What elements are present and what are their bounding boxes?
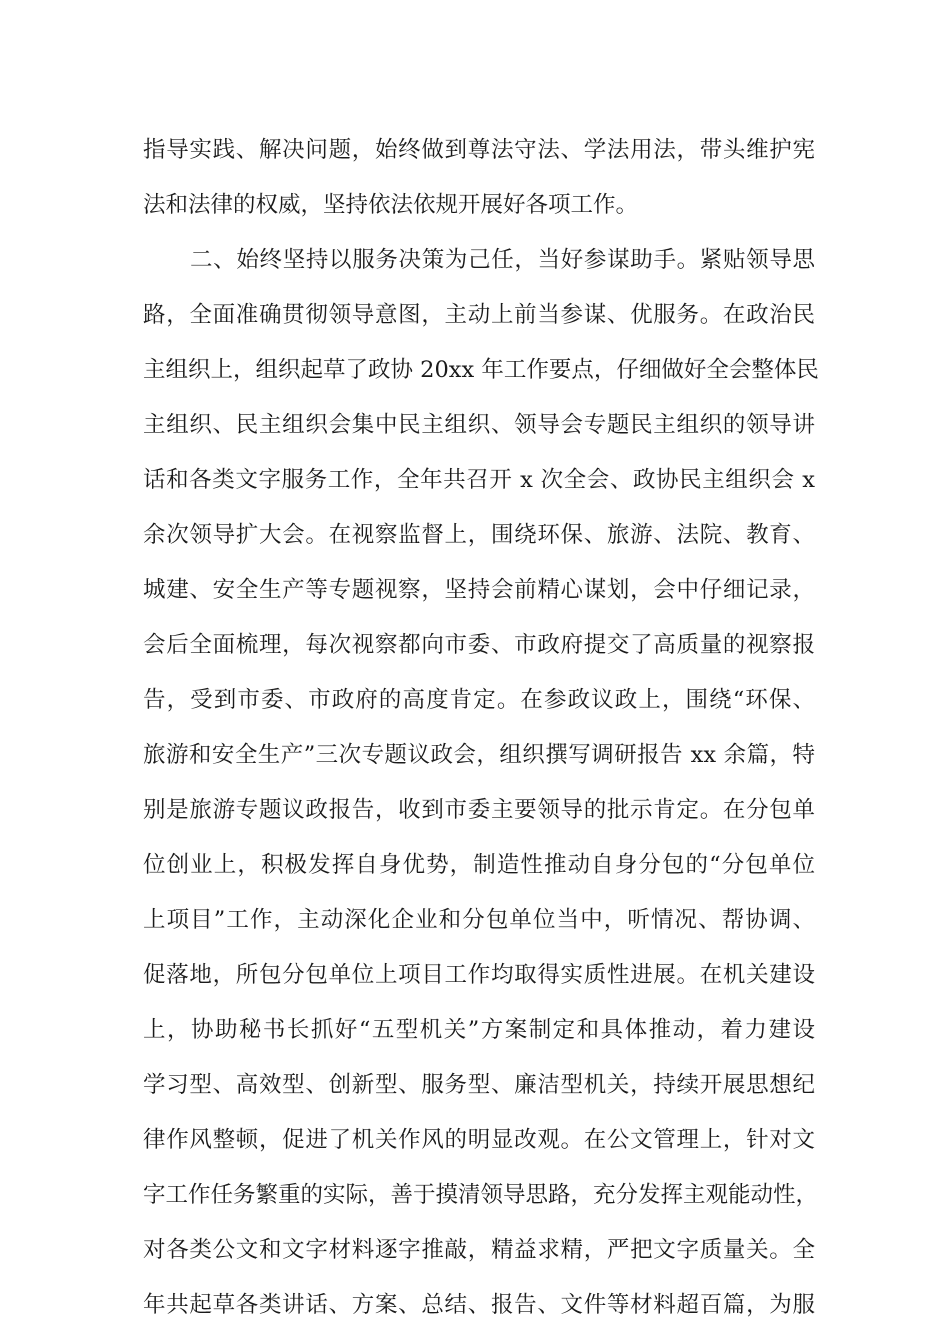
paragraph-line: 学习型、高效型、创新型、服务型、廉洁型机关，持续开展思想纪 (143, 1072, 815, 1098)
paragraph-line: 告，受到市委、市政府的高度肯定。在参政议政上，围绕“环保、 (143, 687, 815, 713)
paragraph-line: 对各类公文和文字材料逐字推敲，精益求精，严把文字质量关。全 (143, 1237, 815, 1263)
paragraph-line: 促落地，所包分包单位上项目工作均取得实质性进展。在机关建设 (143, 962, 815, 988)
paragraph-line: 话和各类文字服务工作，全年共召开 x 次全会、政协民主组织会 x (143, 467, 815, 493)
paragraph-line: 别是旅游专题议政报告，收到市委主要领导的批示肯定。在分包单 (143, 797, 815, 823)
paragraph-line: 指导实践、解决问题，始终做到尊法守法、学法用法，带头维护宪 (143, 137, 815, 163)
paragraph-line: 路，全面准确贯彻领导意图，主动上前当参谋、优服务。在政治民 (143, 302, 815, 328)
paragraph-line: 上项目”工作，主动深化企业和分包单位当中，听情况、帮协调、 (143, 907, 815, 933)
paragraph-line: 主组织上，组织起草了政协 20xx 年工作要点，仔细做好全会整体民 (143, 357, 819, 383)
paragraph-line: 余次领导扩大会。在视察监督上，围绕环保、旅游、法院、教育、 (143, 522, 815, 548)
paragraph-line: 律作风整顿，促进了机关作风的明显改观。在公文管理上，针对文 (143, 1127, 815, 1153)
paragraph-line: 上，协助秘书长抓好“五型机关”方案制定和具体推动，着力建设 (143, 1017, 815, 1043)
paragraph-line: 法和法律的权威，坚持依法依规开展好各项工作。 (143, 192, 639, 218)
paragraph-line: 会后全面梳理，每次视察都向市委、市政府提交了高质量的视察报 (143, 632, 815, 658)
paragraph-line: 主组织、民主组织会集中民主组织、领导会专题民主组织的领导讲 (143, 412, 815, 438)
paragraph-line: 城建、安全生产等专题视察，坚持会前精心谋划，会中仔细记录， (143, 577, 815, 603)
paragraph-line: 年共起草各类讲话、方案、总结、报告、文件等材料超百篇，为服 (143, 1292, 815, 1318)
paragraph-line: 二、始终坚持以服务决策为己任，当好参谋助手。紧贴领导思 (190, 247, 815, 273)
paragraph-line: 位创业上，积极发挥自身优势，制造性推动自身分包的“分包单位 (143, 852, 815, 878)
paragraph-line: 旅游和安全生产”三次专题议政会，组织撰写调研报告 xx 余篇，特 (143, 742, 815, 768)
paragraph-line: 字工作任务繁重的实际，善于摸清领导思路，充分发挥主观能动性， (143, 1182, 819, 1208)
